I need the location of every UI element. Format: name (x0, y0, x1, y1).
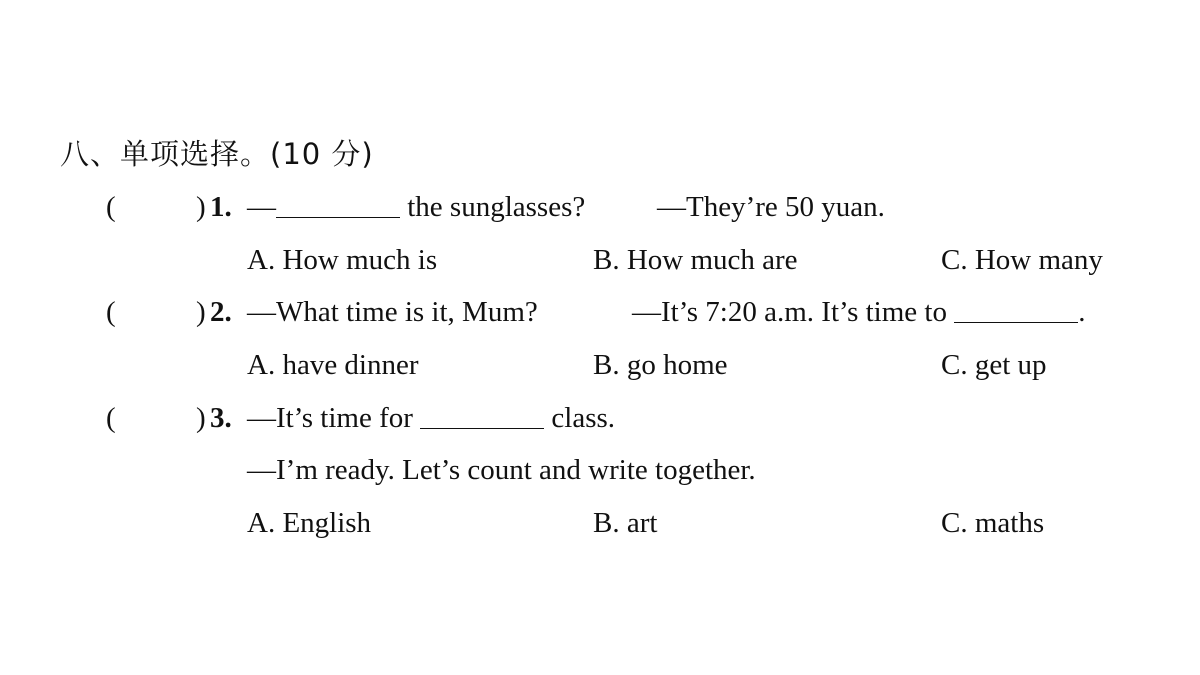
question-stem (247, 404, 615, 433)
answer-paren-close: ) (196, 402, 206, 434)
question-reply (632, 298, 1085, 327)
reply-suffix: . (1078, 296, 1086, 328)
question-stem (247, 193, 585, 222)
stem-suffix: class. (551, 402, 616, 434)
stem-prefix: —It’s time for (247, 402, 413, 434)
section-heading: 八、单项选择。(10 分) (60, 137, 374, 171)
stem-prefix: — (247, 191, 276, 223)
question-number: 3. (210, 402, 232, 434)
option-a[interactable]: A. have dinner (247, 349, 419, 381)
option-c[interactable]: C. get up (941, 349, 1047, 381)
question-reply: —They’re 50 yuan. (657, 191, 885, 223)
question-number: 1. (210, 191, 232, 223)
stem-suffix: the sunglasses? (407, 191, 586, 223)
answer-paren-open: ( (106, 296, 116, 328)
option-c[interactable]: C. maths (941, 507, 1045, 539)
option-b[interactable]: B. go home (593, 349, 728, 381)
question-number: 2. (210, 296, 232, 328)
question-stem: —What time is it, Mum? (247, 296, 538, 328)
option-c[interactable]: C. How many (941, 244, 1103, 276)
option-a[interactable]: A. How much is (247, 244, 438, 276)
option-a[interactable]: A. English (247, 507, 372, 539)
option-b[interactable]: B. art (593, 507, 658, 539)
answer-paren-close: ) (196, 191, 206, 223)
question-reply: —I’m ready. Let’s count and write together. (247, 454, 756, 486)
answer-blank (954, 321, 1078, 323)
option-b[interactable]: B. How much are (593, 244, 798, 276)
answer-paren-open: ( (106, 191, 116, 223)
reply-prefix: —It’s 7:20 a.m. It’s time to (632, 296, 947, 328)
answer-blank (420, 427, 544, 429)
answer-blank (276, 216, 400, 218)
answer-paren-open: ( (106, 402, 116, 434)
answer-paren-close: ) (196, 296, 206, 328)
